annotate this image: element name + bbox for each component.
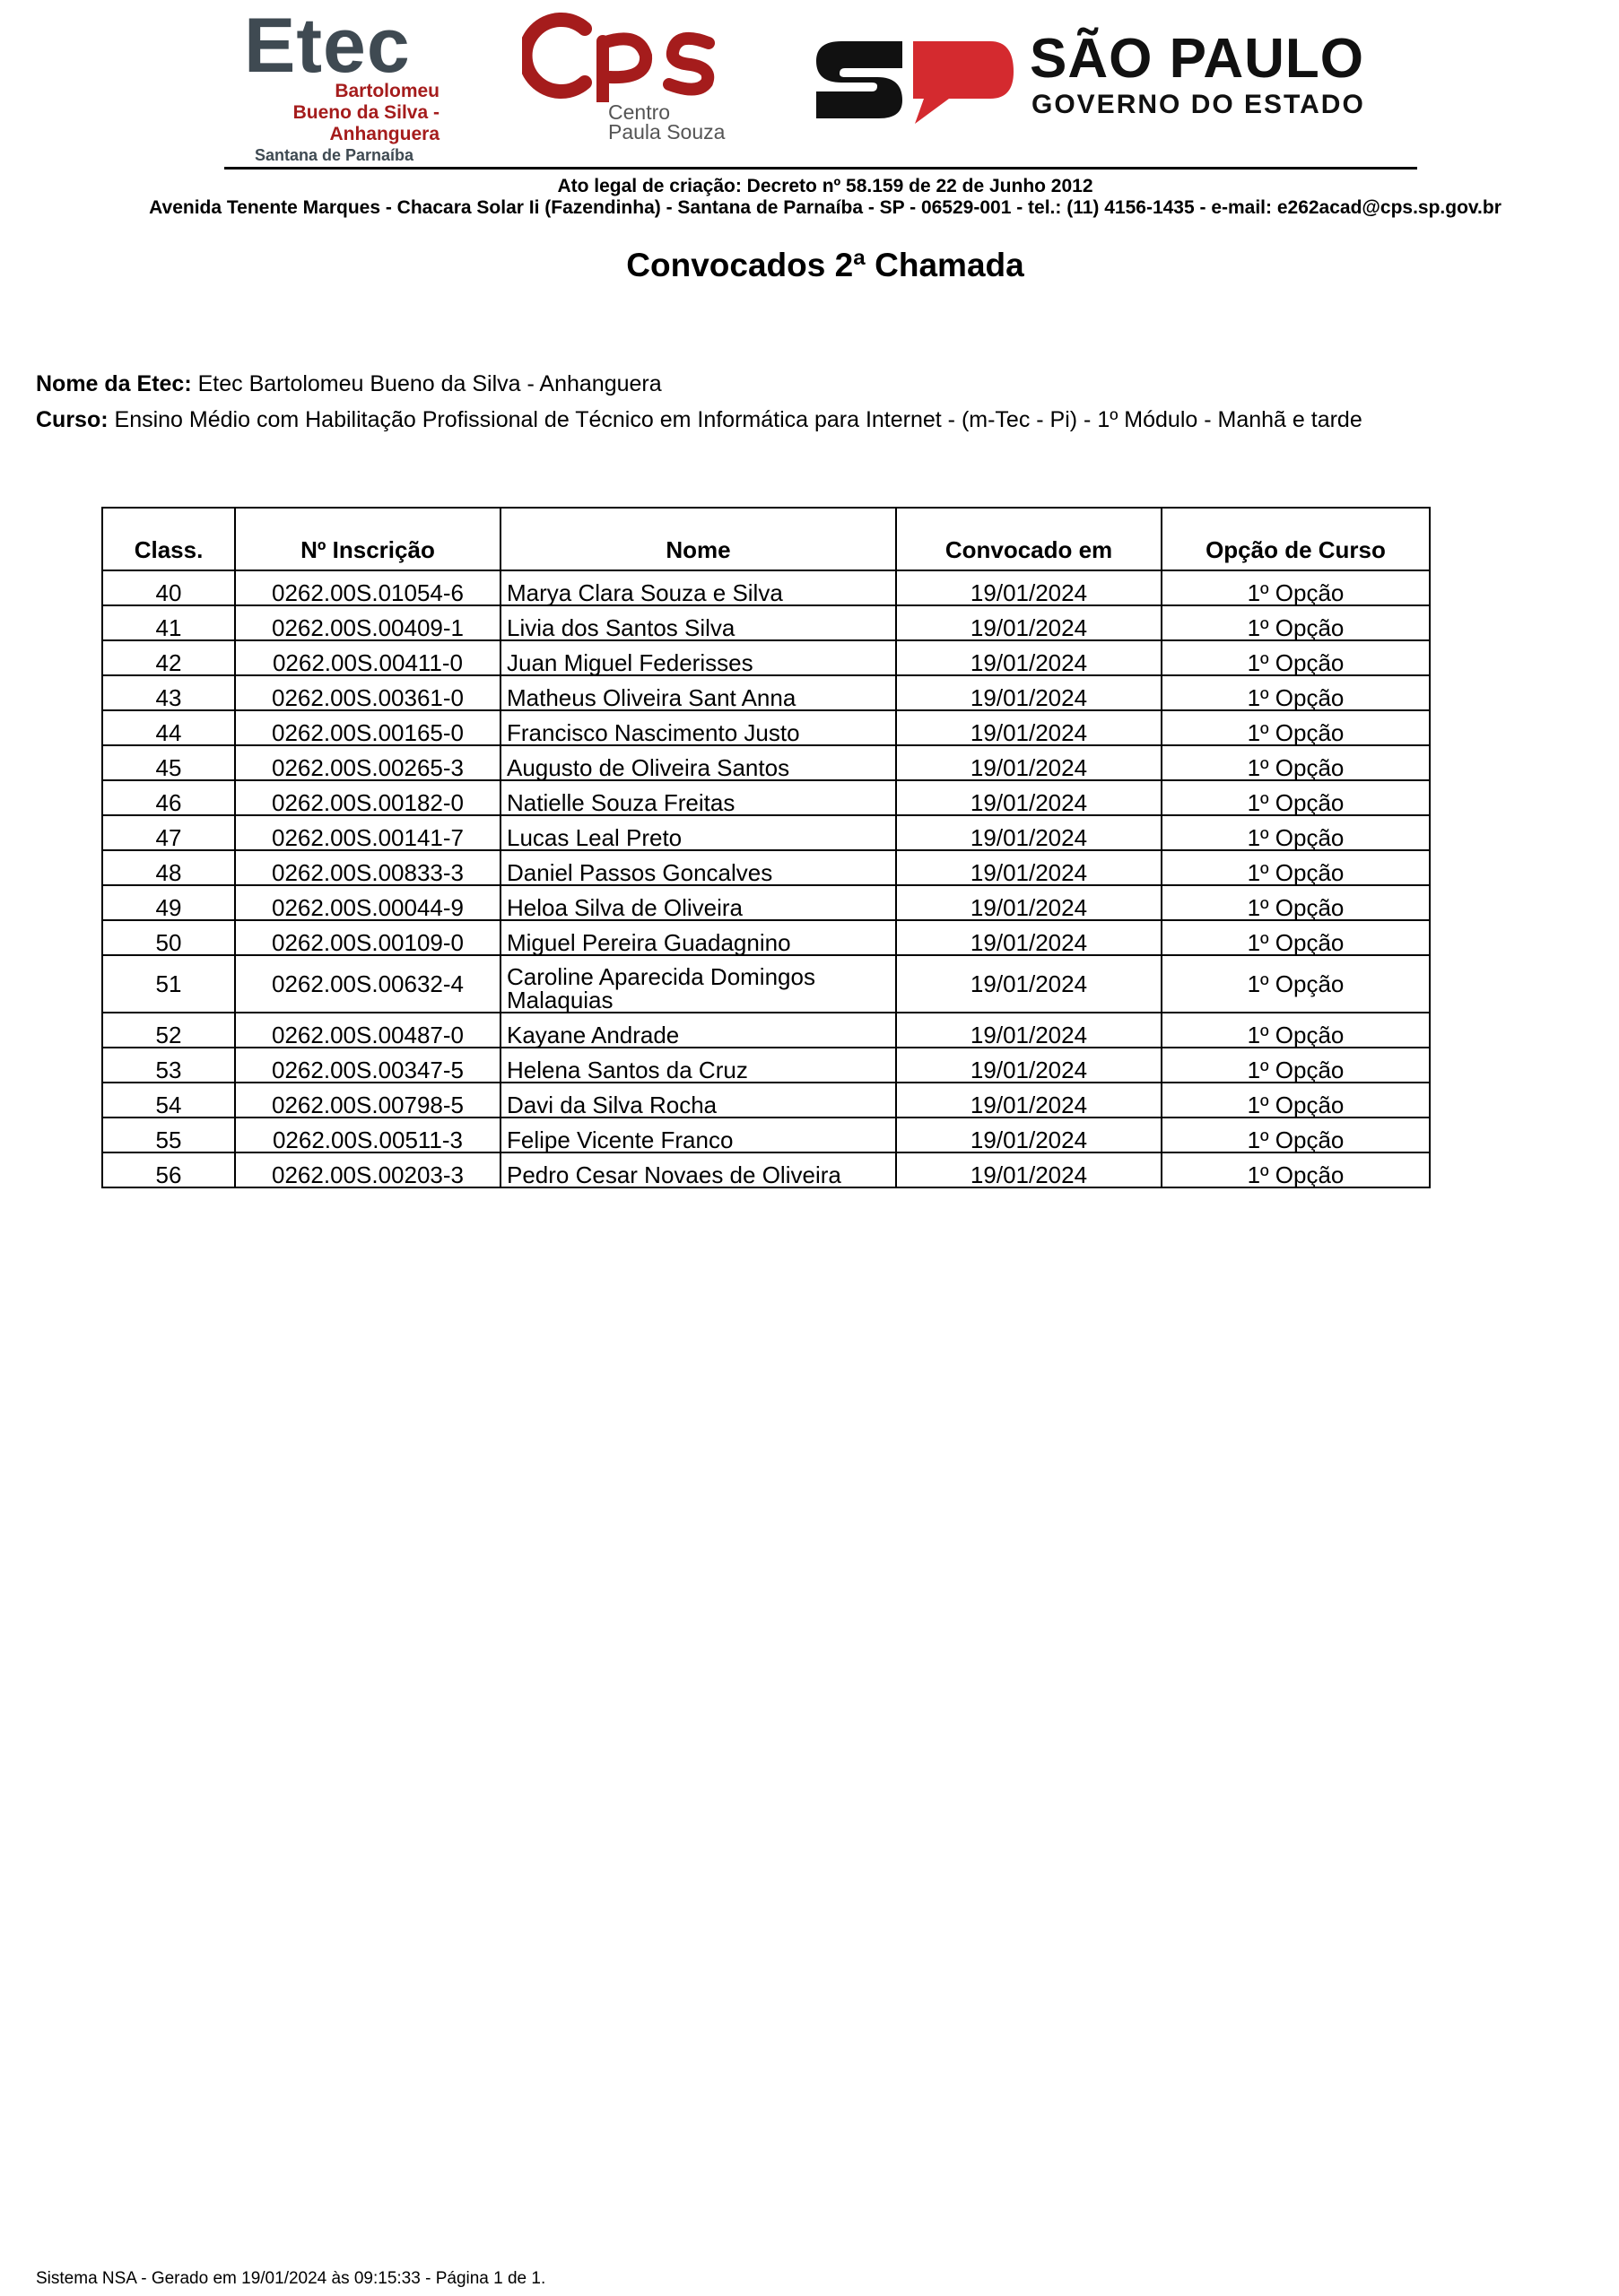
cell-convocado-em: 19/01/2024 [896,780,1162,815]
cps-mark-icon [522,13,728,102]
cell-nome: Matheus Oliveira Sant Anna [500,675,896,710]
cell-inscricao: 0262.00S.00265-3 [235,745,500,780]
cell-convocado-em: 19/01/2024 [896,1013,1162,1048]
cps-line-1: Centro [608,100,671,124]
table-row [102,1152,1430,1187]
cell-nome: Pedro Cesar Novaes de Oliveira [500,1152,896,1187]
cell-nome: Lucas Leal Preto [500,815,896,850]
cell-inscricao: 0262.00S.00109-0 [235,920,500,955]
cell-convocado-em: 19/01/2024 [896,675,1162,710]
cell-convocado-em: 19/01/2024 [896,745,1162,780]
table-row [102,1013,1430,1048]
cell-opcao-curso: 1º Opção [1162,745,1430,780]
cell-nome: Francisco Nascimento Justo [500,710,896,745]
cell-nome: Natielle Souza Freitas [500,780,896,815]
table-row [102,710,1430,745]
cell-class: 44 [102,710,235,745]
column-header-inscricao: Nº Inscrição [235,508,500,570]
table-row [102,1048,1430,1083]
table-row [102,955,1430,1013]
cell-class: 42 [102,640,235,675]
cell-opcao-curso: 1º Opção [1162,1118,1430,1152]
cell-inscricao: 0262.00S.00182-0 [235,780,500,815]
cps-logo [522,13,728,147]
table-row [102,1083,1430,1118]
cell-convocado-em: 19/01/2024 [896,1118,1162,1152]
column-header-convocado-em: Convocado em [896,508,1162,570]
cell-opcao-curso: 1º Opção [1162,640,1430,675]
etec-school-line-1: Bartolomeu [335,81,440,101]
cell-convocado-em: 19/01/2024 [896,885,1162,920]
cell-class: 54 [102,1083,235,1118]
cell-inscricao: 0262.00S.00487-0 [235,1013,500,1048]
cell-convocado-em: 19/01/2024 [896,570,1162,605]
cell-opcao-curso: 1º Opção [1162,710,1430,745]
table-row [102,885,1430,920]
cell-opcao-curso: 1º Opção [1162,920,1430,955]
address-line: Avenida Tenente Marques - Chacara Solar Ii (Fazendinha) - Santana de Parnaíba - SP - 06529-001 - tel.: (11) 4156-1435 - e-mail: e262acad@cps.sp.gov.br [149,197,1501,218]
cell-nome: Kayane Andrade [500,1013,896,1048]
cell-class: 56 [102,1152,235,1187]
table-header-row [102,508,1430,570]
cell-nome: Livia dos Santos Silva [500,605,896,640]
cell-class: 48 [102,850,235,885]
cell-convocado-em: 19/01/2024 [896,1048,1162,1083]
cell-opcao-curso: 1º Opção [1162,1152,1430,1187]
table-row [102,640,1430,675]
sp-title: SÃO PAULO [1030,28,1364,90]
cell-convocado-em: 19/01/2024 [896,605,1162,640]
cell-nome: Augusto de Oliveira Santos [500,745,896,780]
table-body [102,570,1430,1187]
header-divider [224,167,1417,170]
sp-subtitle: GOVERNO DO ESTADO [1031,90,1365,119]
cell-inscricao: 0262.00S.00833-3 [235,850,500,885]
cell-opcao-curso: 1º Opção [1162,570,1430,605]
header-logos [0,0,1619,170]
cell-opcao-curso: 1º Opção [1162,1083,1430,1118]
results-table [101,507,1431,1188]
cell-class: 49 [102,885,235,920]
cps-text [608,102,725,142]
curso-info [36,407,1362,433]
cell-nome: Juan Miguel Federisses [500,640,896,675]
curso-label: Curso: [36,407,109,432]
table-row [102,920,1430,955]
cell-inscricao: 0262.00S.00141-7 [235,815,500,850]
cell-convocado-em: 19/01/2024 [896,640,1162,675]
etec-wordmark: Etec [244,3,411,89]
page-title: Convocados 2ª Chamada [626,247,1024,283]
cell-nome: Marya Clara Souza e Silva [500,570,896,605]
cell-nome: Helena Santos da Cruz [500,1048,896,1083]
table-row [102,605,1430,640]
cell-convocado-em: 19/01/2024 [896,710,1162,745]
cell-convocado-em: 19/01/2024 [896,1152,1162,1187]
cell-class: 45 [102,745,235,780]
cps-line-2: Paula Souza [608,120,726,144]
cell-class: 47 [102,815,235,850]
cell-opcao-curso: 1º Opção [1162,815,1430,850]
cell-class: 55 [102,1118,235,1152]
etec-label: Nome da Etec: [36,371,192,396]
cell-class: 53 [102,1048,235,1083]
etec-city: Santana de Parnaíba [255,146,414,164]
etec-value: Etec Bartolomeu Bueno da Silva - Anhanguera [197,371,662,396]
column-header-nome: Nome [500,508,896,570]
cell-opcao-curso: 1º Opção [1162,780,1430,815]
cell-opcao-curso: 1º Opção [1162,605,1430,640]
cell-opcao-curso: 1º Opção [1162,1048,1430,1083]
footer-text: Sistema NSA - Gerado em 19/01/2024 às 09:15:33 - Página 1 de 1. [36,2269,546,2288]
cell-convocado-em: 19/01/2024 [896,850,1162,885]
cell-inscricao: 0262.00S.01054-6 [235,570,500,605]
cell-convocado-em: 19/01/2024 [896,920,1162,955]
table-row [102,675,1430,710]
cell-nome: Felipe Vicente Franco [500,1118,896,1152]
table-row [102,1118,1430,1152]
cell-class: 52 [102,1013,235,1048]
curso-value: Ensino Médio com Habilitação Profissional de Técnico em Informática para Internet - (m-Tec - Pi) - 1º Módulo - Manhã e tarde [114,407,1362,432]
cell-inscricao: 0262.00S.00361-0 [235,675,500,710]
cell-inscricao: 0262.00S.00411-0 [235,640,500,675]
cell-convocado-em: 19/01/2024 [896,955,1162,1013]
sp-mark-icon [814,36,1017,126]
cell-class: 41 [102,605,235,640]
cell-class: 51 [102,955,235,1013]
etec-info [36,371,662,397]
cell-nome: Miguel Pereira Guadagnino [500,920,896,955]
cell-convocado-em: 19/01/2024 [896,815,1162,850]
cell-opcao-curso: 1º Opção [1162,675,1430,710]
table-row [102,780,1430,815]
legal-line: Ato legal de criação: Decreto nº 58.159 de 22 de Junho 2012 [557,176,1093,196]
cell-opcao-curso: 1º Opção [1162,955,1430,1013]
cell-inscricao: 0262.00S.00409-1 [235,605,500,640]
cell-inscricao: 0262.00S.00511-3 [235,1118,500,1152]
cell-class: 43 [102,675,235,710]
cell-nome: Davi da Silva Rocha [500,1083,896,1118]
cell-opcao-curso: 1º Opção [1162,885,1430,920]
cell-class: 46 [102,780,235,815]
cell-inscricao: 0262.00S.00347-5 [235,1048,500,1083]
cell-class: 50 [102,920,235,955]
etec-school-line-2: Bueno da Silva - [292,102,440,123]
cell-nome: Caroline Aparecida Domingos Malaquias [500,955,896,1013]
legal-info [0,176,1619,219]
etec-school-name [293,81,440,145]
cell-inscricao: 0262.00S.00165-0 [235,710,500,745]
table-row [102,815,1430,850]
table-row [102,850,1430,885]
cell-class: 40 [102,570,235,605]
cell-convocado-em: 19/01/2024 [896,1083,1162,1118]
cell-inscricao: 0262.00S.00632-4 [235,955,500,1013]
sao-paulo-logo [814,30,1424,129]
cell-nome: Heloa Silva de Oliveira [500,885,896,920]
etec-logo [244,3,447,164]
column-header-class: Class. [102,508,235,570]
cell-nome: Daniel Passos Goncalves [500,850,896,885]
table-row [102,745,1430,780]
cell-opcao-curso: 1º Opção [1162,1013,1430,1048]
cell-inscricao: 0262.00S.00044-9 [235,885,500,920]
etec-school-line-3: Anhanguera [329,124,440,144]
column-header-opcao-curso: Opção de Curso [1162,508,1430,570]
cell-inscricao: 0262.00S.00798-5 [235,1083,500,1118]
table-row [102,570,1430,605]
cell-inscricao: 0262.00S.00203-3 [235,1152,500,1187]
cell-opcao-curso: 1º Opção [1162,850,1430,885]
